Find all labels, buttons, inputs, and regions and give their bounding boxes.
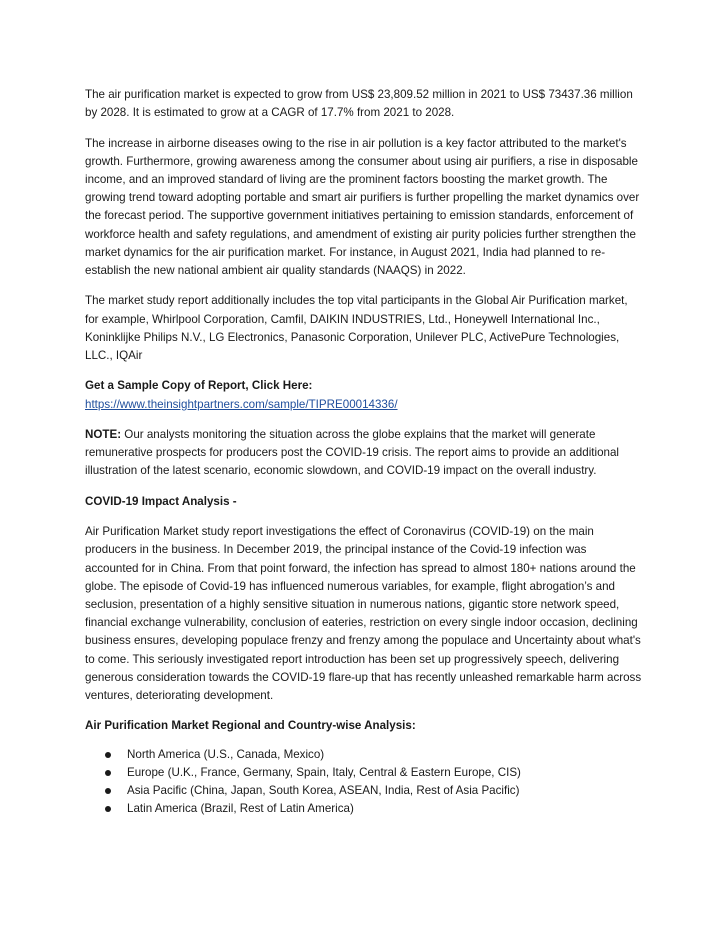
bullet-icon	[105, 752, 111, 758]
covid-paragraph: Air Purification Market study report investigations the effect of Coronavirus (COVID-19) on the main producers in the business. In December 2019, the principal instance of the Covid-19 infection was accounted for in China. From that point forward, the infection has spread to almost 180+ nations around the globe. The episode of Covid-19 has influenced numerous variables, for example, flight abrogation’s and seclusion, presentation of a highly sensitive situation in numerous nations, gigantic store network speed, financial exchange vulnerability, conclusion of eateries, restriction on every single indoor occasion, declining business ensures, developing populace frenzy and frenzy among the populace and Uncertainty about what's to come. This seriously investigated report introduction has been set up progressively speech, delivering generous consideration towards the COVID-19 flare-up that has recently unleashed remarkable harm across ventures, deteriorating development.	[85, 525, 642, 703]
bullet-icon	[105, 806, 111, 812]
note-paragraph	[85, 426, 642, 481]
region-label: North America (U.S., Canada, Mexico)	[127, 747, 325, 761]
drivers-paragraph: The increase in airborne diseases owing to the rise in air pollution is a key factor attributed to the market's growth. Furthermore, growing awareness among the consumer about using air purifiers, a rise in disposable income, and an improved standard of living are the prominent factors boosting the market growth. The growing trend toward adopting portable and smart air purifiers is further propelling the market dynamics over the forecast period. The supportive government initiatives pertaining to emission standards, enforcement of workforce health and safety regulations, and amendment of existing air purity policies further strengthen the market dynamics for the air purification market. For instance, in August 2021, India had planned to re-establish the new national ambient air quality standards (NAAQS) in 2022.	[85, 136, 640, 278]
note-text: Our analysts monitoring the situation across the globe explains that the market will generate remunerative prospects for producers post the COVID-19 crisis. The report aims to provide an additional illustration of the latest scenario, economic slowdown, and COVID-19 impact on the overall industry.	[85, 428, 619, 478]
list-item	[105, 746, 642, 764]
list-item	[105, 800, 642, 818]
sample-section	[85, 377, 642, 413]
list-item	[105, 782, 642, 800]
region-label: Latin America (Brazil, Rest of Latin America)	[127, 802, 354, 816]
list-item	[105, 764, 642, 782]
intro-paragraph: The air purification market is expected to grow from US$ 23,809.52 million in 2021 to US$ 73437.36 million by 2028. It is estimated to grow at a CAGR of 17.7% from 2021 to 2028.	[85, 88, 633, 120]
bullet-icon	[105, 770, 111, 776]
participants-paragraph: The market study report additionally includes the top vital participants in the Global Air Purification market, for example, Whirlpool Corporation, Camfil, DAIKIN INDUSTRIES, Ltd., Honeywell International Inc., Koninklijke Philips N.V., LG Electronics, Panasonic Corporation, Unilever PLC, ActivePure Technologies, LLC., IQAir	[85, 294, 628, 363]
note-label: NOTE:	[85, 428, 122, 441]
sample-heading: Get a Sample Copy of Report, Click Here:	[85, 379, 313, 393]
regions-list	[85, 746, 642, 819]
sample-link[interactable]: https://www.theinsightpartners.com/sample/TIPRE00014336/	[85, 397, 398, 411]
regional-heading: Air Purification Market Regional and Country-wise Analysis:	[85, 719, 416, 733]
bullet-icon	[105, 788, 111, 794]
region-label: Europe (U.K., France, Germany, Spain, Italy, Central & Eastern Europe, CIS)	[127, 765, 521, 779]
region-label: Asia Pacific (China, Japan, South Korea, ASEAN, India, Rest of Asia Pacific)	[127, 784, 520, 798]
covid-heading: COVID-19 Impact Analysis -	[85, 494, 237, 508]
